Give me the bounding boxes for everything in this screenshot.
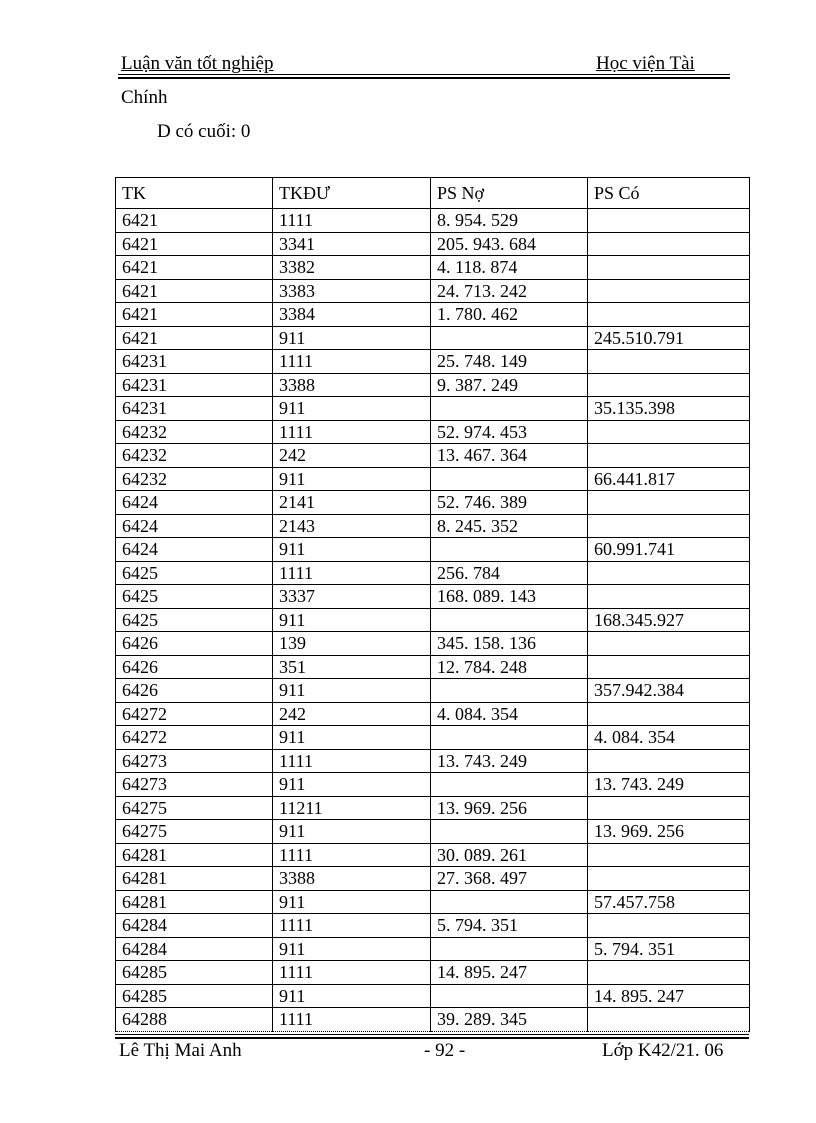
cell-tk: 64272 [116, 702, 273, 726]
cell-tk: 64284 [116, 937, 273, 961]
header-continuation: Chính [121, 87, 168, 108]
cell-tk: 64281 [116, 843, 273, 867]
cell-ps-no: 52. 974. 453 [431, 420, 588, 444]
cell-tk: 6421 [116, 232, 273, 256]
cell-tk: 64272 [116, 726, 273, 750]
table-row [116, 444, 750, 468]
cell-tk: 64231 [116, 350, 273, 374]
col-header-ps-co: PS Có [588, 178, 750, 209]
cell-tkdu: 1111 [273, 561, 431, 585]
cell-ps-co: 57.457.758 [588, 890, 750, 914]
cell-ps-co [588, 867, 750, 891]
table-row [116, 749, 750, 773]
cell-tkdu: 3341 [273, 232, 431, 256]
header-rule-thick [118, 77, 730, 79]
cell-tk: 64281 [116, 890, 273, 914]
table-row [116, 679, 750, 703]
table-header-row [116, 178, 750, 209]
cell-ps-no: 39. 289. 345 [431, 1008, 588, 1032]
cell-tk: 6421 [116, 279, 273, 303]
cell-tk: 64232 [116, 444, 273, 468]
cell-ps-no: 4. 118. 874 [431, 256, 588, 280]
table-row [116, 890, 750, 914]
cell-tkdu: 911 [273, 726, 431, 750]
cell-tk: 6425 [116, 608, 273, 632]
ledger-body [116, 209, 750, 1032]
cell-tkdu: 351 [273, 655, 431, 679]
table-row [116, 514, 750, 538]
cell-ps-no [431, 679, 588, 703]
cell-ps-no [431, 538, 588, 562]
table-row [116, 843, 750, 867]
cell-ps-no: 5. 794. 351 [431, 914, 588, 938]
table-row [116, 796, 750, 820]
cell-tkdu: 911 [273, 984, 431, 1008]
cell-ps-co [588, 843, 750, 867]
cell-ps-co [588, 655, 750, 679]
table-row [116, 632, 750, 656]
cell-ps-co [588, 279, 750, 303]
cell-tkdu: 242 [273, 444, 431, 468]
cell-tkdu: 1111 [273, 1008, 431, 1032]
cell-tkdu: 911 [273, 820, 431, 844]
cell-tk: 6425 [116, 585, 273, 609]
cell-ps-co [588, 702, 750, 726]
cell-tk: 64232 [116, 420, 273, 444]
table-row [116, 303, 750, 327]
cell-tk: 64275 [116, 820, 273, 844]
page-number: - 92 - [424, 1040, 466, 1061]
cell-tkdu: 1111 [273, 420, 431, 444]
cell-tk: 6426 [116, 632, 273, 656]
cell-ps-no: 13. 743. 249 [431, 749, 588, 773]
class-code: Lớp K42/21. 06 [602, 1040, 724, 1061]
cell-tkdu: 911 [273, 679, 431, 703]
cell-ps-co [588, 232, 750, 256]
cell-ps-no: 8. 245. 352 [431, 514, 588, 538]
cell-ps-no [431, 984, 588, 1008]
cell-ps-no: 345. 158. 136 [431, 632, 588, 656]
table-row [116, 256, 750, 280]
cell-tkdu: 911 [273, 326, 431, 350]
cell-ps-co: 60.991.741 [588, 538, 750, 562]
cell-tkdu: 911 [273, 773, 431, 797]
cell-ps-no: 52. 746. 389 [431, 491, 588, 515]
table-row [116, 961, 750, 985]
col-header-tkdu: TKĐƯ [273, 178, 431, 209]
table-row [116, 420, 750, 444]
cell-tkdu: 911 [273, 937, 431, 961]
cell-tkdu: 911 [273, 538, 431, 562]
cell-tk: 64275 [116, 796, 273, 820]
cell-ps-no: 27. 368. 497 [431, 867, 588, 891]
cell-ps-no: 13. 969. 256 [431, 796, 588, 820]
cell-ps-co [588, 209, 750, 233]
cell-ps-no: 1. 780. 462 [431, 303, 588, 327]
table-row [116, 232, 750, 256]
cell-ps-co: 168.345.927 [588, 608, 750, 632]
table-row [116, 467, 750, 491]
cell-ps-co [588, 491, 750, 515]
cell-tk: 6424 [116, 491, 273, 515]
cell-tkdu: 1111 [273, 749, 431, 773]
cell-ps-co: 5. 794. 351 [588, 937, 750, 961]
cell-tkdu: 3383 [273, 279, 431, 303]
cell-ps-no: 13. 467. 364 [431, 444, 588, 468]
institution-label: Học viện Tài [596, 53, 695, 74]
table-row [116, 491, 750, 515]
cell-ps-co [588, 561, 750, 585]
cell-ps-no: 4. 084. 354 [431, 702, 588, 726]
ending-balance-line: D có cuối: 0 [157, 121, 251, 142]
cell-ps-no: 9. 387. 249 [431, 373, 588, 397]
cell-tk: 64231 [116, 373, 273, 397]
cell-ps-co: 13. 969. 256 [588, 820, 750, 844]
cell-ps-co [588, 796, 750, 820]
cell-tk: 6421 [116, 209, 273, 233]
cell-tkdu: 911 [273, 397, 431, 421]
table-row [116, 279, 750, 303]
cell-tk: 64288 [116, 1008, 273, 1032]
table-row [116, 937, 750, 961]
cell-ps-no: 14. 895. 247 [431, 961, 588, 985]
table-row [116, 209, 750, 233]
cell-tk: 6421 [116, 256, 273, 280]
cell-tkdu: 2141 [273, 491, 431, 515]
cell-ps-no [431, 937, 588, 961]
cell-ps-co [588, 632, 750, 656]
cell-tkdu: 3388 [273, 867, 431, 891]
cell-tk: 6421 [116, 326, 273, 350]
table-row [116, 726, 750, 750]
cell-ps-co [588, 914, 750, 938]
cell-ps-co [588, 303, 750, 327]
cell-ps-co: 357.942.384 [588, 679, 750, 703]
cell-tk: 64273 [116, 773, 273, 797]
cell-ps-no: 168. 089. 143 [431, 585, 588, 609]
cell-ps-no: 24. 713. 242 [431, 279, 588, 303]
cell-ps-co [588, 961, 750, 985]
table-row [116, 608, 750, 632]
cell-ps-co: 4. 084. 354 [588, 726, 750, 750]
cell-ps-no [431, 397, 588, 421]
cell-ps-no: 30. 089. 261 [431, 843, 588, 867]
cell-tkdu: 2143 [273, 514, 431, 538]
cell-tkdu: 911 [273, 467, 431, 491]
cell-ps-co: 35.135.398 [588, 397, 750, 421]
col-header-tk: TK [116, 178, 273, 209]
cell-tk: 64285 [116, 961, 273, 985]
cell-ps-no: 256. 784 [431, 561, 588, 585]
cell-tk: 6424 [116, 514, 273, 538]
cell-tkdu: 1111 [273, 961, 431, 985]
cell-tk: 64285 [116, 984, 273, 1008]
table-row [116, 867, 750, 891]
cell-tk: 6426 [116, 655, 273, 679]
cell-tkdu: 139 [273, 632, 431, 656]
cell-tk: 64281 [116, 867, 273, 891]
table-row [116, 984, 750, 1008]
table-row [116, 1008, 750, 1032]
table-row [116, 561, 750, 585]
cell-ps-co: 14. 895. 247 [588, 984, 750, 1008]
cell-ps-co [588, 256, 750, 280]
cell-ps-co: 13. 743. 249 [588, 773, 750, 797]
cell-tk: 6426 [116, 679, 273, 703]
cell-tkdu: 1111 [273, 914, 431, 938]
cell-ps-co [588, 420, 750, 444]
footer-rule-thick [115, 1037, 749, 1039]
cell-tk: 64232 [116, 467, 273, 491]
cell-tkdu: 1111 [273, 350, 431, 374]
table-row [116, 538, 750, 562]
cell-tk: 64231 [116, 397, 273, 421]
cell-ps-co [588, 444, 750, 468]
col-header-ps-no: PS Nợ [431, 178, 588, 209]
cell-tkdu: 911 [273, 608, 431, 632]
cell-ps-no [431, 820, 588, 844]
footer-rule [115, 1034, 749, 1035]
cell-ps-co [588, 350, 750, 374]
cell-tkdu: 3337 [273, 585, 431, 609]
cell-ps-co [588, 514, 750, 538]
cell-tkdu: 1111 [273, 843, 431, 867]
thesis-label: Luận văn tốt nghiệp [121, 53, 274, 74]
cell-ps-co [588, 585, 750, 609]
cell-ps-co: 66.441.817 [588, 467, 750, 491]
cell-ps-co [588, 373, 750, 397]
cell-ps-no: 8. 954. 529 [431, 209, 588, 233]
cell-tk: 6425 [116, 561, 273, 585]
cell-tkdu: 11211 [273, 796, 431, 820]
table-row [116, 914, 750, 938]
cell-tk: 64284 [116, 914, 273, 938]
table-row [116, 397, 750, 421]
cell-ps-co [588, 749, 750, 773]
cell-ps-no: 25. 748. 149 [431, 350, 588, 374]
table-row [116, 655, 750, 679]
cell-tkdu: 3382 [273, 256, 431, 280]
cell-ps-no: 12. 784. 248 [431, 655, 588, 679]
cell-tkdu: 1111 [273, 209, 431, 233]
cell-tkdu: 3384 [273, 303, 431, 327]
cell-tk: 64273 [116, 749, 273, 773]
author-name: Lê Thị Mai Anh [119, 1040, 242, 1061]
cell-tkdu: 242 [273, 702, 431, 726]
ledger-table [115, 177, 750, 1032]
cell-ps-no [431, 726, 588, 750]
cell-tkdu: 3388 [273, 373, 431, 397]
cell-ps-co [588, 1008, 750, 1032]
header-rule [118, 74, 730, 75]
cell-ps-no [431, 467, 588, 491]
cell-ps-no [431, 326, 588, 350]
cell-ps-no: 205. 943. 684 [431, 232, 588, 256]
table-row [116, 820, 750, 844]
cell-tkdu: 911 [273, 890, 431, 914]
cell-tk: 6424 [116, 538, 273, 562]
cell-ps-no [431, 890, 588, 914]
table-row [116, 773, 750, 797]
table-row [116, 350, 750, 374]
cell-ps-no [431, 608, 588, 632]
cell-ps-co: 245.510.791 [588, 326, 750, 350]
table-row [116, 326, 750, 350]
table-row [116, 373, 750, 397]
table-row [116, 585, 750, 609]
table-row [116, 702, 750, 726]
cell-ps-no [431, 773, 588, 797]
cell-tk: 6421 [116, 303, 273, 327]
